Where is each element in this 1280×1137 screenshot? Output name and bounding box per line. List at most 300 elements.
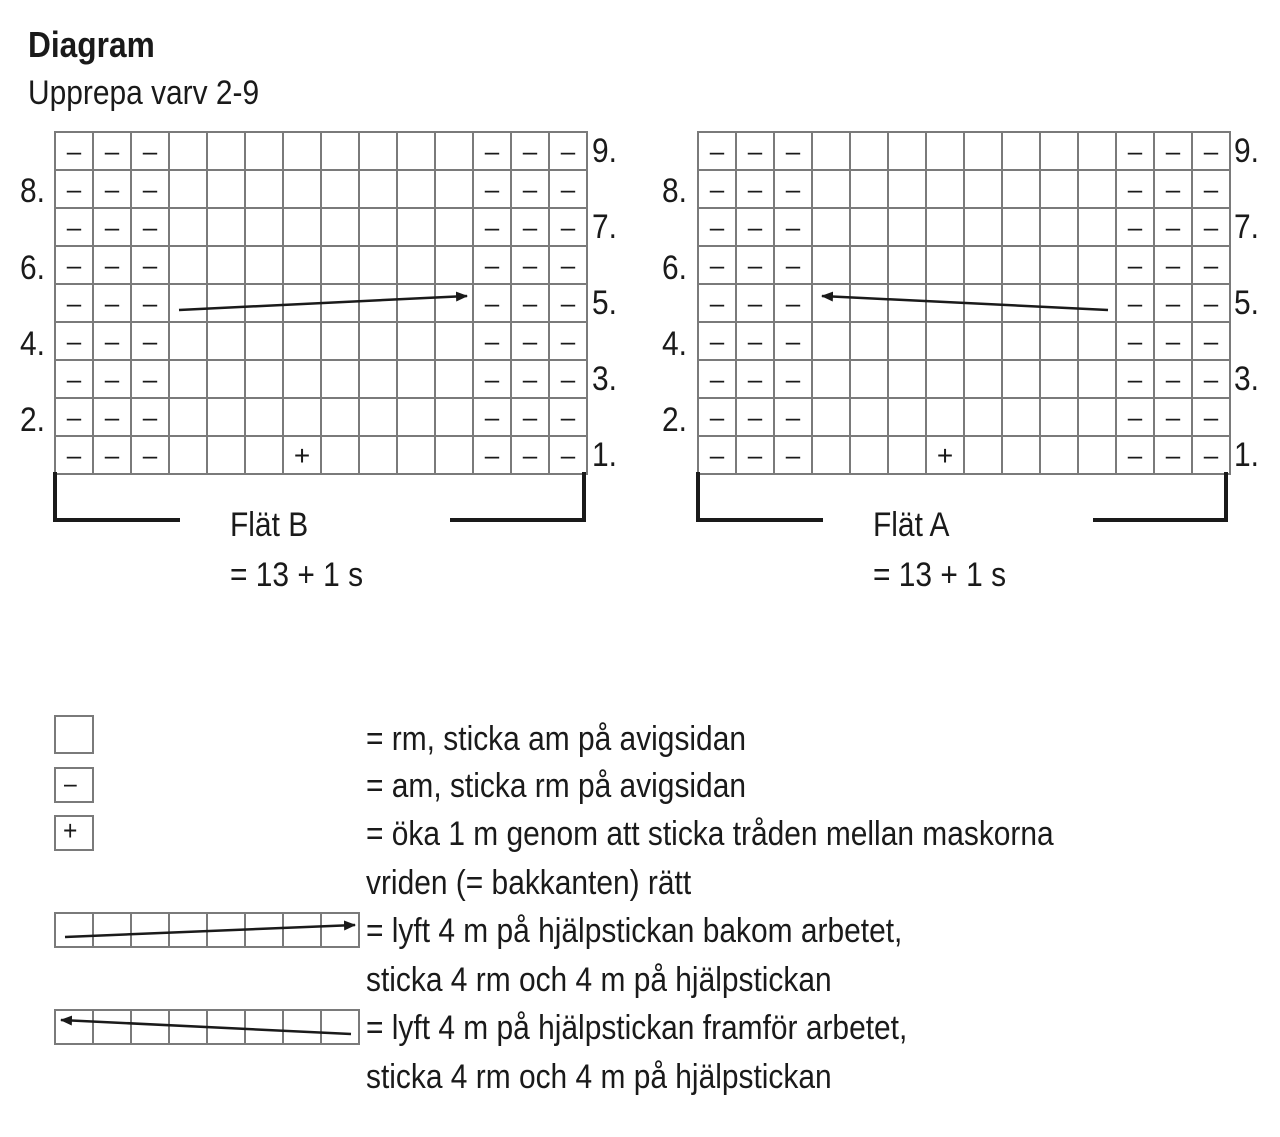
chart-cell <box>888 132 926 170</box>
purl-symbol: – <box>1165 440 1181 470</box>
purl-symbol: – <box>1127 212 1143 242</box>
chart-cell <box>1002 322 1040 360</box>
diagram-title: Diagram <box>28 24 155 65</box>
purl-symbol: – <box>104 174 120 204</box>
purl-symbol: – <box>1203 402 1219 432</box>
chart-cell <box>1040 246 1078 284</box>
chart-cell <box>169 170 207 208</box>
chart-cell <box>321 360 359 398</box>
legend-cable-front-text-2: sticka 4 rm och 4 m på hjälpstickan <box>366 1058 832 1096</box>
chart-cell <box>245 246 283 284</box>
chart-cell <box>359 132 397 170</box>
purl-symbol: – <box>785 250 801 280</box>
purl-symbol: – <box>104 326 120 356</box>
flat-a-row-label-5: 5. <box>1234 284 1259 322</box>
chart-cell <box>169 398 207 436</box>
purl-symbol: – <box>66 402 82 432</box>
purl-symbol: – <box>484 364 500 394</box>
purl-symbol: – <box>560 250 576 280</box>
chart-cell <box>245 132 283 170</box>
chart-cell <box>850 246 888 284</box>
purl-symbol: – <box>709 402 725 432</box>
purl-symbol: – <box>1127 250 1143 280</box>
chart-cell <box>321 398 359 436</box>
chart-cell <box>283 246 321 284</box>
chart-cell <box>964 246 1002 284</box>
purl-symbol: – <box>522 402 538 432</box>
purl-symbol: – <box>484 250 500 280</box>
purl-symbol: – <box>709 288 725 318</box>
purl-symbol: – <box>142 174 158 204</box>
purl-symbol: – <box>142 288 158 318</box>
purl-symbol: – <box>66 440 82 470</box>
chart-cell <box>245 284 283 322</box>
chart-cell <box>435 284 473 322</box>
purl-symbol: – <box>747 288 763 318</box>
purl-symbol: – <box>785 288 801 318</box>
purl-symbol: – <box>66 250 82 280</box>
legend-cable-cell <box>55 913 93 947</box>
chart-cell <box>397 170 435 208</box>
chart-cell <box>169 322 207 360</box>
chart-cell <box>435 132 473 170</box>
purl-symbol: – <box>560 402 576 432</box>
chart-cell <box>435 436 473 474</box>
purl-symbol: – <box>66 212 82 242</box>
chart-cell <box>321 246 359 284</box>
purl-symbol: – <box>522 136 538 166</box>
chart-cell <box>812 284 850 322</box>
chart-cell <box>1040 322 1078 360</box>
purl-symbol: – <box>1203 136 1219 166</box>
chart-cell <box>359 246 397 284</box>
flat-a-row-label-7: 7. <box>1234 208 1259 246</box>
chart-cell <box>321 170 359 208</box>
legend-cable-back-symbol <box>55 913 359 947</box>
purl-symbol: – <box>522 250 538 280</box>
chart-cell <box>245 170 283 208</box>
flat-b-row-label-5: 5. <box>592 284 617 322</box>
purl-symbol: – <box>785 440 801 470</box>
purl-symbol: – <box>709 364 725 394</box>
bracket-flat-a <box>698 472 1226 520</box>
chart-cell <box>207 246 245 284</box>
purl-symbol: – <box>1165 136 1181 166</box>
purl-symbol: – <box>709 212 725 242</box>
purl-symbol: – <box>142 250 158 280</box>
flat-a-name: Flät A <box>873 506 950 544</box>
purl-symbol: – <box>1203 364 1219 394</box>
purl-symbol: – <box>747 174 763 204</box>
purl-symbol: – <box>1127 136 1143 166</box>
chart-cell <box>207 398 245 436</box>
purl-symbol: – <box>104 440 120 470</box>
chart-cell <box>1078 322 1116 360</box>
flat-a-row-label-2: 2. <box>662 401 687 439</box>
chart-cell <box>1040 132 1078 170</box>
purl-symbol: – <box>522 212 538 242</box>
chart-cell <box>397 398 435 436</box>
purl-symbol: – <box>104 250 120 280</box>
chart-cell <box>888 284 926 322</box>
legend-cable-cell <box>131 1010 169 1044</box>
chart-cell <box>926 170 964 208</box>
purl-symbol: – <box>747 136 763 166</box>
chart-cell <box>359 284 397 322</box>
chart-cell <box>435 170 473 208</box>
chart-cell <box>964 322 1002 360</box>
chart-cell <box>283 322 321 360</box>
chart-cell <box>888 208 926 246</box>
purl-symbol: – <box>560 326 576 356</box>
purl-symbol: – <box>1165 326 1181 356</box>
chart-cell <box>245 322 283 360</box>
purl-symbol: – <box>1165 174 1181 204</box>
chart-cell <box>964 132 1002 170</box>
bracket-flat-b <box>55 472 584 520</box>
purl-symbol: – <box>66 174 82 204</box>
chart-cell <box>435 208 473 246</box>
chart-cell <box>888 246 926 284</box>
chart-cell <box>1002 170 1040 208</box>
purl-symbol: – <box>1127 288 1143 318</box>
purl-symbol: – <box>484 136 500 166</box>
chart-cell <box>397 284 435 322</box>
purl-symbol: – <box>142 364 158 394</box>
purl-symbol: – <box>560 174 576 204</box>
legend-cable-cell <box>283 1010 321 1044</box>
purl-symbol: – <box>484 402 500 432</box>
purl-symbol: – <box>560 364 576 394</box>
chart-cell <box>1040 284 1078 322</box>
chart-cell <box>812 170 850 208</box>
purl-symbol: – <box>484 174 500 204</box>
chart-flat-a <box>698 132 1230 474</box>
purl-symbol: – <box>747 440 763 470</box>
chart-cell <box>850 322 888 360</box>
flat-b-row-label-9: 9. <box>592 132 617 170</box>
chart-cell <box>169 208 207 246</box>
purl-symbol: – <box>709 326 725 356</box>
chart-cell <box>850 284 888 322</box>
legend-cable-cell <box>321 1010 359 1044</box>
purl-symbol: – <box>1165 288 1181 318</box>
purl-symbol: – <box>747 364 763 394</box>
purl-symbol: – <box>785 326 801 356</box>
purl-symbol: – <box>1203 174 1219 204</box>
chart-cell <box>397 436 435 474</box>
chart-cell <box>964 360 1002 398</box>
purl-symbol: – <box>142 136 158 166</box>
chart-cell <box>169 246 207 284</box>
flat-b-row-label-1: 1. <box>592 436 617 474</box>
chart-cell <box>964 436 1002 474</box>
increase-symbol: + <box>293 440 311 471</box>
legend-cable-cell <box>245 1010 283 1044</box>
purl-symbol: – <box>709 136 725 166</box>
chart-cell <box>1078 132 1116 170</box>
chart-cell <box>321 132 359 170</box>
chart-cell <box>359 436 397 474</box>
chart-cell <box>888 436 926 474</box>
purl-symbol: – <box>104 136 120 166</box>
chart-cell <box>435 360 473 398</box>
chart-cell <box>1002 360 1040 398</box>
purl-symbol: – <box>522 364 538 394</box>
purl-symbol: – <box>104 212 120 242</box>
purl-symbol: – <box>66 364 82 394</box>
chart-cell <box>926 132 964 170</box>
legend-symbols <box>55 716 359 1044</box>
purl-symbol: – <box>66 326 82 356</box>
purl-symbol: – <box>747 402 763 432</box>
chart-cell <box>812 398 850 436</box>
purl-symbol: – <box>484 288 500 318</box>
flat-a-repeat: = 13 + 1 s <box>873 556 1007 594</box>
purl-symbol: – <box>785 136 801 166</box>
chart-cell <box>812 208 850 246</box>
purl-symbol: – <box>1127 440 1143 470</box>
chart-flat-b <box>55 132 587 474</box>
chart-cell <box>435 246 473 284</box>
chart-cell <box>169 436 207 474</box>
legend-cable-cell <box>321 913 359 947</box>
legend-cable-cell <box>93 1010 131 1044</box>
chart-cell <box>245 398 283 436</box>
chart-cell <box>964 208 1002 246</box>
chart-cell <box>397 208 435 246</box>
chart-cell <box>435 322 473 360</box>
purl-symbol: – <box>785 174 801 204</box>
chart-cell <box>359 398 397 436</box>
chart-cell <box>812 246 850 284</box>
chart-cell <box>207 284 245 322</box>
purl-symbol: – <box>560 212 576 242</box>
purl-symbol: – <box>1203 326 1219 356</box>
chart-cell <box>964 170 1002 208</box>
purl-symbol: – <box>785 212 801 242</box>
chart-cell <box>207 170 245 208</box>
chart-cell <box>397 322 435 360</box>
chart-cell <box>1002 436 1040 474</box>
chart-cell <box>283 208 321 246</box>
chart-cell <box>169 284 207 322</box>
chart-cell <box>888 322 926 360</box>
legend-purl-glyph: – <box>64 768 77 798</box>
flat-a-row-label-6: 6. <box>662 249 687 287</box>
chart-cell <box>169 132 207 170</box>
chart-cell <box>1040 170 1078 208</box>
chart-cell <box>283 170 321 208</box>
chart-cell <box>850 360 888 398</box>
chart-cell <box>245 360 283 398</box>
chart-cell <box>1078 246 1116 284</box>
flat-a-row-label-1: 1. <box>1234 436 1259 474</box>
flat-b-name: Flät B <box>230 506 309 544</box>
purl-symbol: – <box>1165 212 1181 242</box>
chart-cell <box>1078 360 1116 398</box>
purl-symbol: – <box>142 402 158 432</box>
chart-cell <box>397 246 435 284</box>
purl-symbol: – <box>747 212 763 242</box>
flat-b-row-label-7: 7. <box>592 208 617 246</box>
purl-symbol: – <box>1127 174 1143 204</box>
chart-cell <box>397 360 435 398</box>
chart-cell <box>245 208 283 246</box>
legend-cable-cell <box>93 913 131 947</box>
chart-cell <box>207 360 245 398</box>
purl-symbol: – <box>522 288 538 318</box>
legend-cable-front-symbol <box>55 1010 359 1044</box>
chart-cell <box>169 360 207 398</box>
purl-symbol: – <box>709 174 725 204</box>
chart-cell <box>812 360 850 398</box>
flat-a-row-label-3: 3. <box>1234 360 1259 398</box>
chart-cell <box>1078 208 1116 246</box>
chart-cell <box>397 132 435 170</box>
legend-knit-text: = rm, sticka am på avigsidan <box>366 720 746 758</box>
chart-cell <box>926 398 964 436</box>
legend-increase-glyph: + <box>63 815 78 846</box>
chart-cell <box>1002 398 1040 436</box>
chart-cell <box>926 360 964 398</box>
purl-symbol: – <box>1203 250 1219 280</box>
chart-cell <box>207 322 245 360</box>
purl-symbol: – <box>104 402 120 432</box>
chart-cell <box>359 170 397 208</box>
legend-cable-front-text-1: = lyft 4 m på hjälpstickan framför arbetet, <box>366 1009 908 1047</box>
purl-symbol: – <box>747 326 763 356</box>
purl-symbol: – <box>1203 440 1219 470</box>
chart-cell <box>812 436 850 474</box>
legend-cable-cell <box>55 1010 93 1044</box>
flat-a-row-label-4: 4. <box>662 325 687 363</box>
purl-symbol: – <box>1165 402 1181 432</box>
chart-cell <box>1040 398 1078 436</box>
chart-cell <box>435 398 473 436</box>
legend-cable-cell <box>131 913 169 947</box>
legend-increase-text-2: vriden (= bakkanten) rätt <box>366 864 692 902</box>
chart-cell <box>888 398 926 436</box>
chart-cell <box>888 170 926 208</box>
purl-symbol: – <box>522 440 538 470</box>
chart-cell <box>926 246 964 284</box>
chart-cell <box>964 398 1002 436</box>
chart-cell <box>321 208 359 246</box>
purl-symbol: – <box>522 174 538 204</box>
chart-cell <box>1078 398 1116 436</box>
purl-symbol: – <box>66 136 82 166</box>
chart-cell <box>1040 360 1078 398</box>
chart-cell <box>1040 436 1078 474</box>
purl-symbol: – <box>522 326 538 356</box>
flat-b-row-label-4: 4. <box>20 325 45 363</box>
chart-cell <box>359 322 397 360</box>
purl-symbol: – <box>484 212 500 242</box>
chart-cell <box>207 436 245 474</box>
purl-symbol: – <box>560 440 576 470</box>
purl-symbol: – <box>747 250 763 280</box>
purl-symbol: – <box>104 364 120 394</box>
flat-b-row-label-3: 3. <box>592 360 617 398</box>
purl-symbol: – <box>709 250 725 280</box>
chart-cell <box>207 132 245 170</box>
chart-cell <box>850 170 888 208</box>
legend-cable-cell <box>283 913 321 947</box>
chart-cell <box>283 132 321 170</box>
chart-cell <box>850 398 888 436</box>
purl-symbol: – <box>1165 250 1181 280</box>
flat-a-row-label-9: 9. <box>1234 132 1259 170</box>
chart-cell <box>1002 208 1040 246</box>
chart-cell <box>926 322 964 360</box>
legend-cable-cell <box>169 913 207 947</box>
chart-cell <box>1078 170 1116 208</box>
purl-symbol: – <box>104 288 120 318</box>
flat-b-row-label-6: 6. <box>20 249 45 287</box>
purl-symbol: – <box>709 440 725 470</box>
diagram-subtitle: Upprepa varv 2-9 <box>28 74 260 112</box>
chart-cell <box>359 360 397 398</box>
purl-symbol: – <box>1203 212 1219 242</box>
purl-symbol: – <box>1203 288 1219 318</box>
chart-cell <box>1002 246 1040 284</box>
purl-symbol: – <box>1127 364 1143 394</box>
chart-cell <box>1002 284 1040 322</box>
chart-cell <box>1040 208 1078 246</box>
chart-cell <box>812 322 850 360</box>
legend-cable-back-text-1: = lyft 4 m på hjälpstickan bakom arbetet, <box>366 912 903 950</box>
chart-cell <box>321 322 359 360</box>
legend-knit-symbol <box>55 716 93 753</box>
chart-cell <box>1002 132 1040 170</box>
purl-symbol: – <box>484 326 500 356</box>
flat-b-row-label-8: 8. <box>20 172 45 210</box>
purl-symbol: – <box>1127 326 1143 356</box>
chart-cell <box>245 436 283 474</box>
legend-increase-text-1: = öka 1 m genom att sticka tråden mellan maskorna <box>366 815 1054 853</box>
chart-cell <box>926 208 964 246</box>
purl-symbol: – <box>1165 364 1181 394</box>
purl-symbol: – <box>484 440 500 470</box>
purl-symbol: – <box>560 136 576 166</box>
chart-cell <box>283 398 321 436</box>
chart-cell <box>888 360 926 398</box>
chart-cell <box>1078 284 1116 322</box>
chart-cell <box>1078 436 1116 474</box>
purl-symbol: – <box>66 288 82 318</box>
flat-b-repeat: = 13 + 1 s <box>230 556 364 594</box>
purl-symbol: – <box>785 364 801 394</box>
purl-symbol: – <box>142 212 158 242</box>
increase-symbol: + <box>936 440 954 471</box>
purl-symbol: – <box>142 440 158 470</box>
purl-symbol: – <box>142 326 158 356</box>
chart-cell <box>850 208 888 246</box>
purl-symbol: – <box>560 288 576 318</box>
chart-cell <box>283 360 321 398</box>
legend-purl-text: = am, sticka rm på avigsidan <box>366 767 746 805</box>
chart-cell <box>359 208 397 246</box>
chart-cell <box>812 132 850 170</box>
purl-symbol: – <box>785 402 801 432</box>
chart-cell <box>321 436 359 474</box>
chart-cell <box>850 436 888 474</box>
purl-symbol: – <box>1127 402 1143 432</box>
flat-b-row-label-2: 2. <box>20 401 45 439</box>
legend-cable-back-text-2: sticka 4 rm och 4 m på hjälpstickan <box>366 961 832 999</box>
flat-a-row-label-8: 8. <box>662 172 687 210</box>
